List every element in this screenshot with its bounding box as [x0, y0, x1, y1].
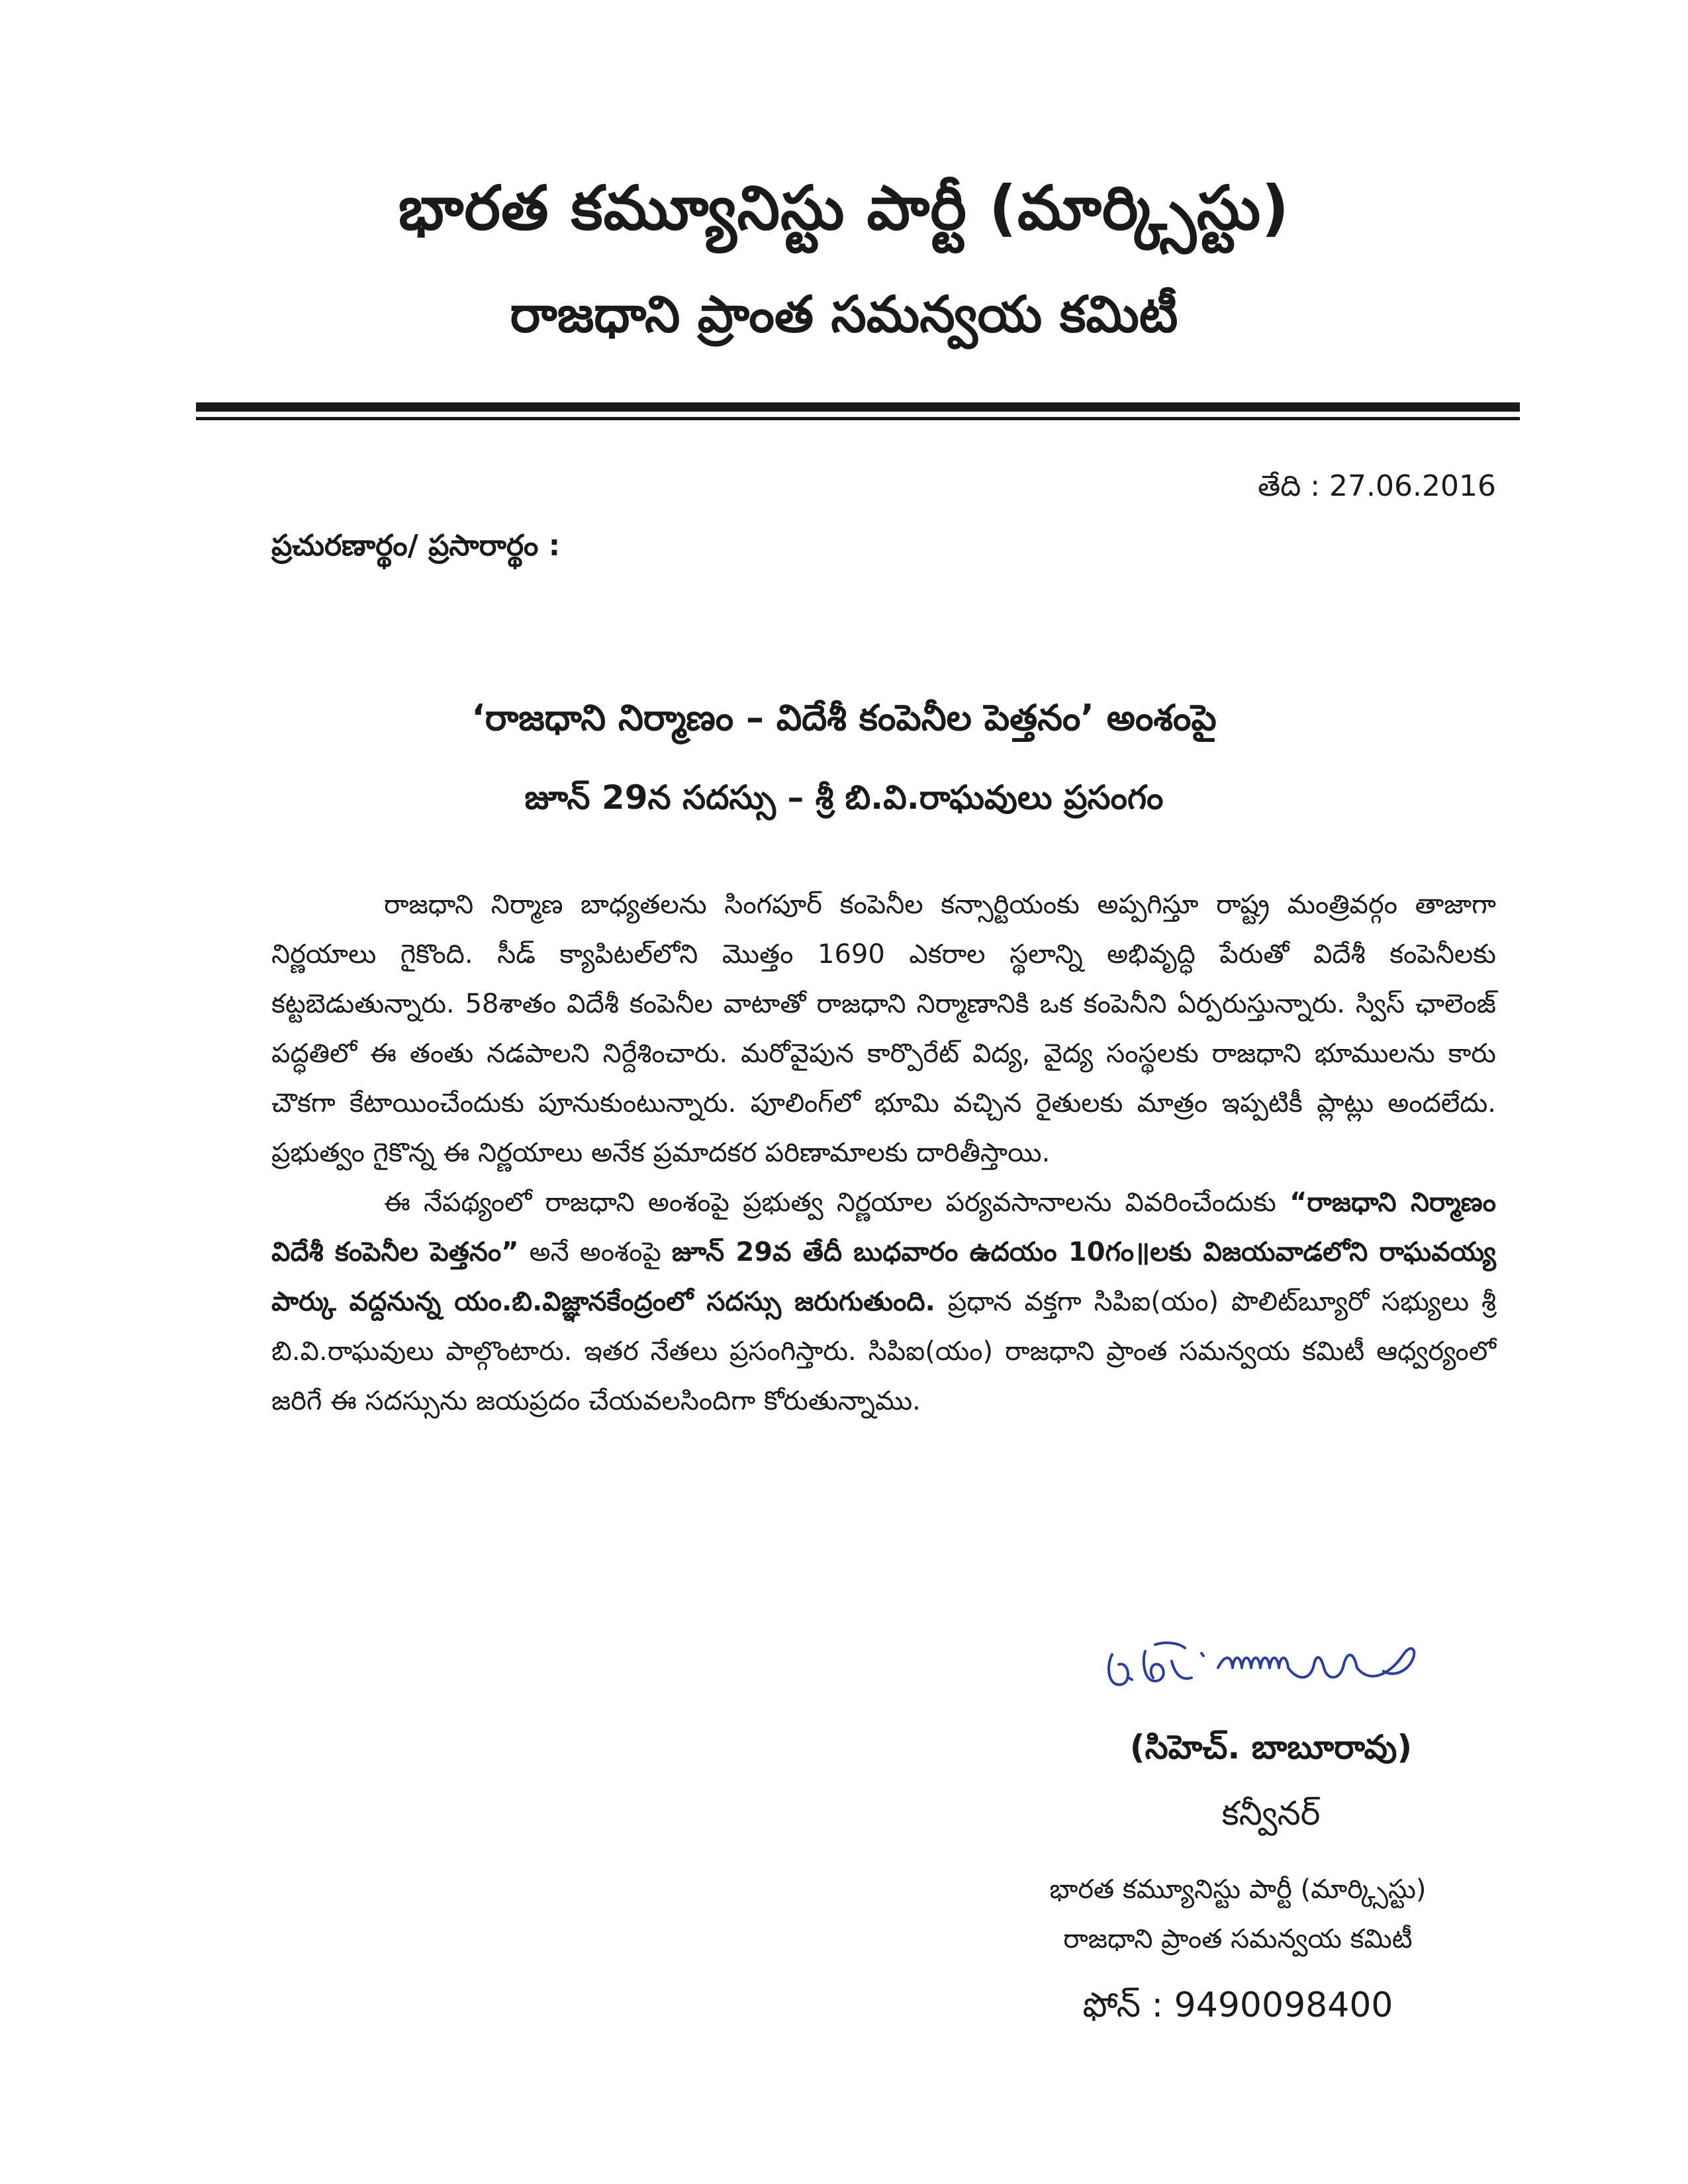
- signer-organization: భారత కమ్యూనిస్టు పార్టీ (మార్క్సిస్టు): [1049, 1874, 1427, 1905]
- press-release-label: ప్రచురణార్థం/ ప్రసారార్థం :: [271, 529, 561, 563]
- header-divider-thin: [196, 417, 1520, 420]
- para2-topic: “రాజధాని నిర్మాణం విదేశీ కంపెనీల పెత్తనం”: [271, 1187, 1496, 1267]
- para2-closing: ప్రధాన వక్తగా సిపిఐ(యం) పొలిట్‌బ్యూరో సభ్యులు శ్రీ బి.వి.రాఘవులు పాల్గొంటారు. ఇతర నేతలు ప్రసంగిస్తారు. సిపిఐ(యం) రాజధాని ప్రాంత సమన్వయ కమిటీ ఆధ్వర్యంలో జరిగే ఈ సదస్సును జయప్రదం చేయవలసిందిగా కోరుతున్నాము.: [271, 1287, 1496, 1416]
- handwritten-signature: [1092, 1615, 1436, 1714]
- para2-intro: ఈ నేపథ్యంలో రాజధాని అంశంపై ప్రభుత్వ నిర్ణయాల పర్యవసానాలను వివరించేందుకు: [384, 1187, 1290, 1218]
- contact-phone: ఫోన్ : 9490098400: [1082, 1985, 1393, 2025]
- para2-connector: అనే అంశంపై: [518, 1237, 672, 1267]
- body-text: [271, 880, 1496, 1426]
- date-line: తేది : 27.06.2016: [1257, 469, 1496, 503]
- signer-role: కన్వీనర్: [1221, 1794, 1321, 1833]
- body-paragraph-2: [271, 1178, 1496, 1426]
- party-name-heading: భారత కమ్యూనిస్టు పార్టీ (మార్క్సిస్టు): [398, 173, 1290, 244]
- subject-heading: ‘రాజధాని నిర్మాణం – విదేశీ కంపెనీల పెత్తనం’ అంశంపై: [471, 697, 1217, 739]
- body-paragraph-1: రాజధాని నిర్మాణ బాధ్యతలను సింగపూర్ కంపెనీల కన్సార్టియంకు అప్పగిస్తూ రాష్ట్ర మంత్రివర్గం తాజాగా నిర్ణయాలు గైకొంది. సీడ్ క్యాపిటల్‌లోని మొత్తం 1690 ఎకరాల స్థలాన్ని అభివృద్ధి పేరుతో విదేశీ కంపెనీలకు కట్టబెడుతున్నారు. 58శాతం విదేశీ కంపెనీల వాటాతో రాజధాని నిర్మాణానికి ఒక కంపెనీని ఏర్పరుస్తున్నారు. స్విస్ ఛాలెంజ్ పద్ధతిలో ఈ తంతు నడపాలని నిర్దేశించారు. మరోవైపున కార్పొరేట్ విద్య, వైద్య సంస్థలకు రాజధాని భూములను కారు చౌకగా కేటాయించేందుకు పూనుకుంటున్నారు. పూలింగ్‌లో భూమి వచ్చిన రైతులకు మాత్రం ఇప్పటికీ ప్లాట్లు అందలేదు. ప్రభుత్వం గైకొన్న ఈ నిర్ణయాలు అనేక ప్రమాదకర పరిణామాలకు దారితీస్తాయి.: [271, 889, 1496, 1168]
- signer-committee: రాజధాని ప్రాంత సమన్వయ కమిటీ: [1063, 1924, 1413, 1954]
- para2-event-details: జూన్ 29వ తేదీ బుధవారం ఉదయం 10గం॥లకు విజయవాడలోని రాఘవయ్య పార్కు వద్దనున్న యం.బి.విజ్ఞానకేంద్రంలో సదస్సు జరుగుతుంది.: [271, 1237, 1497, 1317]
- committee-name-heading: రాజధాని ప్రాంత సమన్వయ కమిటీ: [510, 285, 1178, 343]
- event-heading: జూన్ 29న సదస్సు – శ్రీ బి.వి.రాఘవులు ప్రసంగం: [524, 778, 1164, 817]
- header-divider-thick: [196, 402, 1520, 412]
- signer-name: (సిహెచ్. బాబూరావు): [1129, 1728, 1413, 1766]
